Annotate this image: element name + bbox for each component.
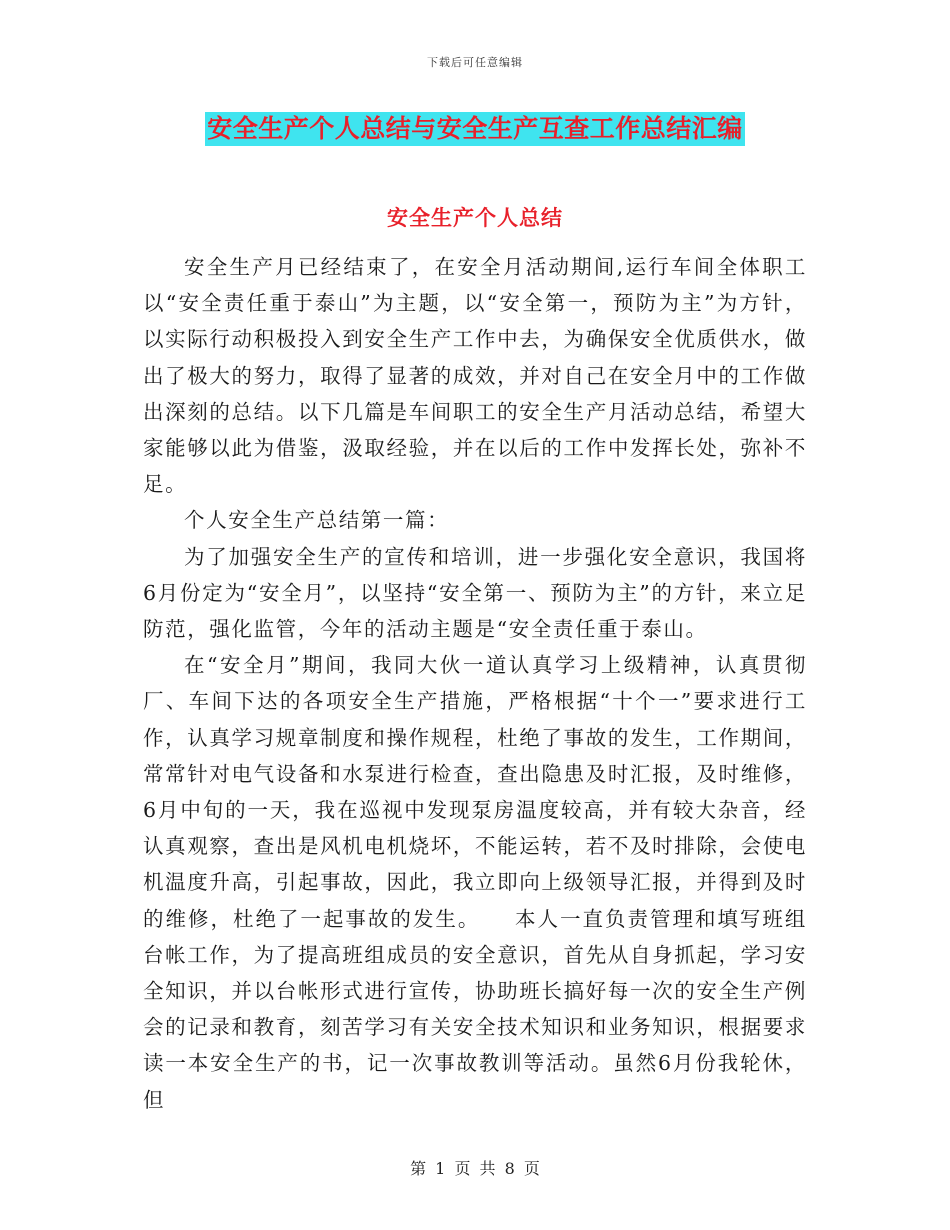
- main-title: 安全生产个人总结与安全生产互查工作总结汇编: [205, 112, 745, 146]
- paragraph: 在“安全月”期间，我同大伙一道认真学习上级精神，认真贯彻厂、车间下达的各项安全生产措施，严格根据“十个一”要求进行工作，认真学习规章制度和操作规程，杜绝了事故的发生，工作期间，常常针对电气设备和水泵进行检查，查出隐患及时汇报，及时维修，6月中旬的一天，我在巡视中发现泵房温度较高，并有较大杂音，经认真观察，查出是风机电机烧坏，不能运转，若不及时排除，会使电机温度升高，引起事故，因此，我立即向上级领导汇报，并得到及时的维修，杜绝了一起事故的发生。 本人一直负责管理和填写班组台帐工作，为了提高班组成员的安全意识，首先从自身抓起，学习安全知识，并以台帐形式进行宣传，协助班长搞好每一次的安全生产例会的记录和教育，刻苦学习有关安全技术知识和业务知识，根据要求读一本安全生产的书，记一次事故教训等活动。虽然6月份我轮休，但: [143, 653, 807, 1112]
- paragraph-intro: 安全生产月已经结束了，在安全月活动期间,运行车间全体职工以“安全责任重于泰山”为主题，以“安全第一，预防为主”为方针，以实际行动积极投入到安全生产工作中去，为确保安全优质供水，做出了极大的努力，取得了显著的成效，并对自己在安全月中的工作做出深刻的总结。以下几篇是车间职工的安全生产月活动总结，希望大家能够以此为借鉴，汲取经验，并在以后的工作中发挥长处，弥补不足。: [143, 255, 807, 497]
- section-title: 安全生产个人总结: [387, 205, 563, 230]
- document-body: [143, 249, 807, 1118]
- header-note: 下载后可任意编辑: [427, 56, 523, 69]
- page-number: 第 1 页 共 8 页: [410, 1159, 540, 1178]
- paragraph: 为了加强安全生产的宣传和培训，进一步强化安全意识，我国将6月份定为“安全月”，以坚持“安全第一、预防为主”的方针，来立足防范，强化监管，今年的活动主题是“安全责任重于泰山。: [143, 544, 807, 642]
- paragraph-subheading: 个人安全生产总结第一篇：: [184, 508, 450, 533]
- main-title-container: [0, 112, 950, 146]
